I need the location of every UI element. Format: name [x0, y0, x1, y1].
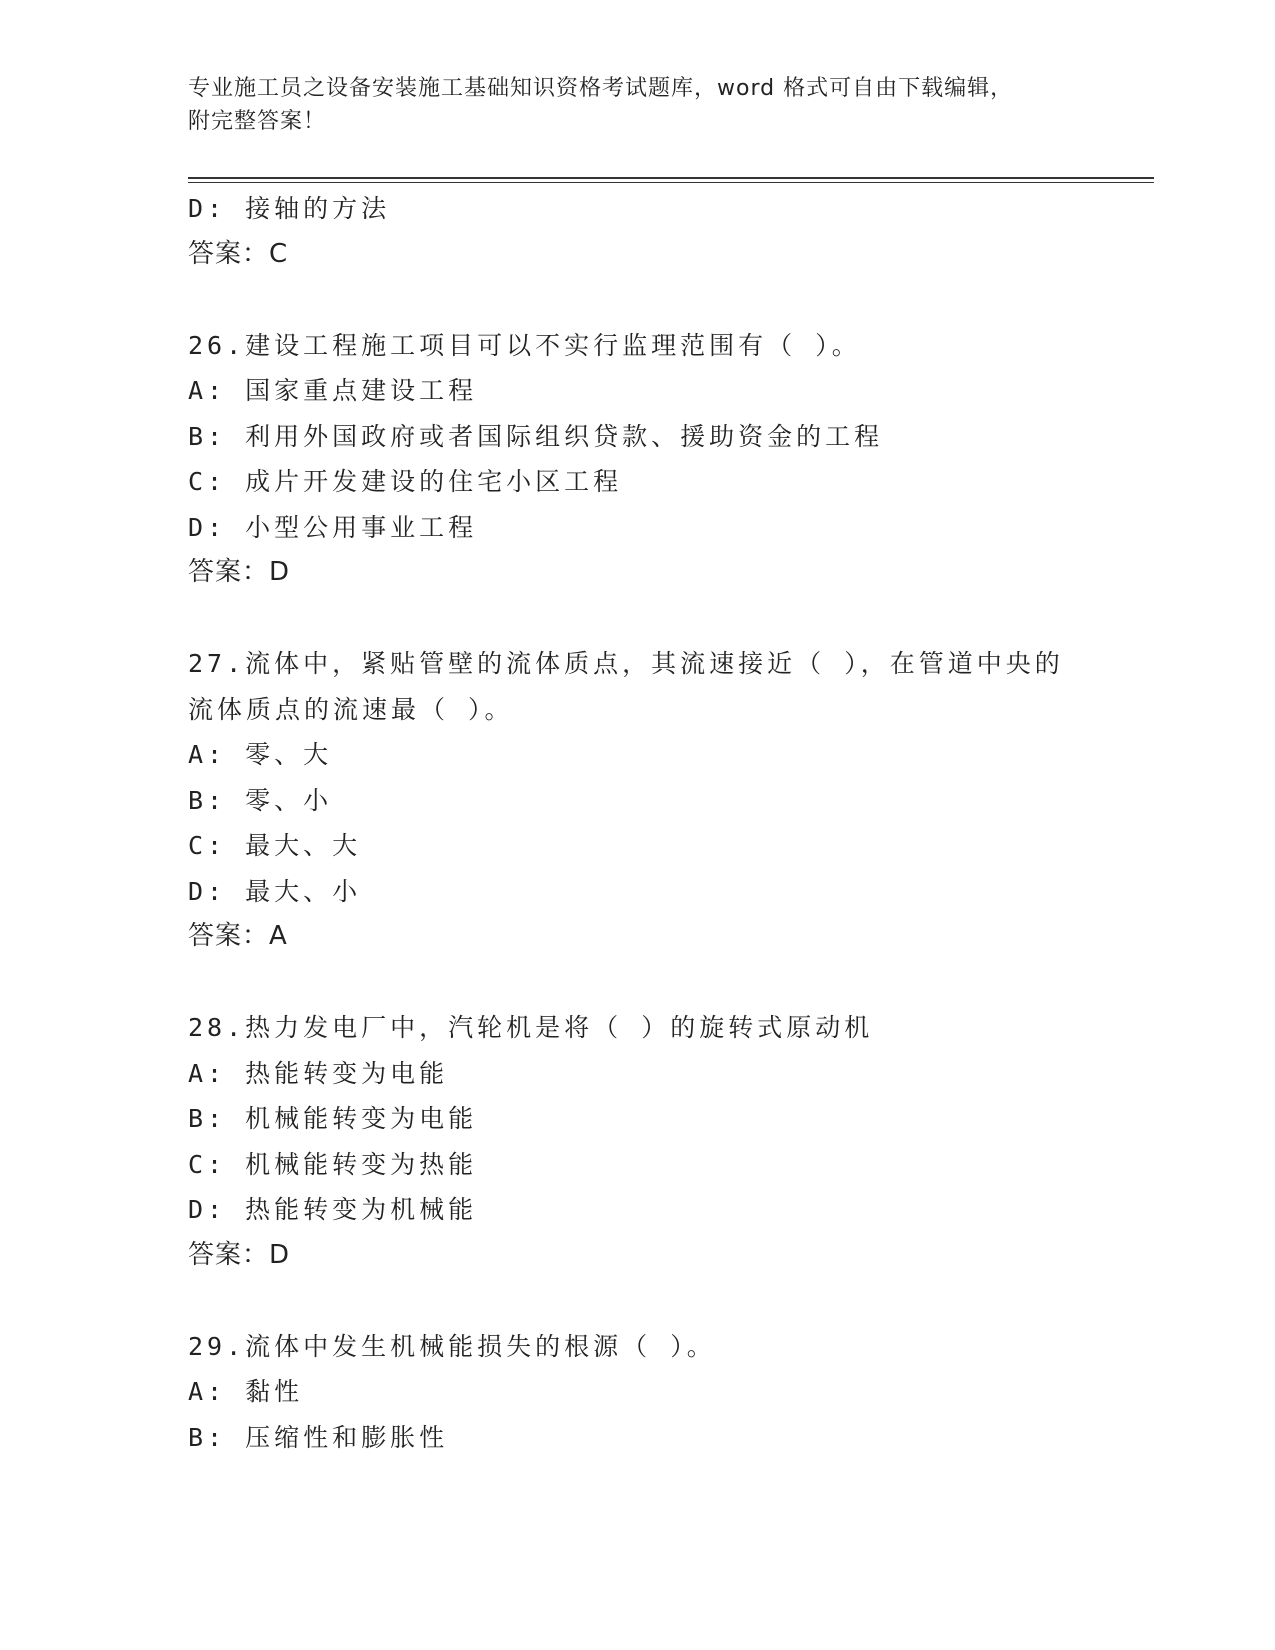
page-header	[188, 72, 1088, 138]
option-c: C: 最大、大	[188, 831, 362, 860]
header-line-1: 专业施工员之设备安装施工基础知识资格考试题库，word 格式可自由下载编辑，	[188, 76, 1014, 101]
question-stem: 26.建设工程施工项目可以不实行监理范围有（ ）。	[188, 330, 861, 360]
option-b: B: 压缩性和膨胀性	[188, 1422, 449, 1452]
question-stem: 29.流体中发生机械能损失的根源（ ）。	[188, 1331, 716, 1361]
option-d: D: 小型公用事业工程	[188, 512, 478, 542]
answer: 答案：A	[188, 921, 288, 951]
spacer	[188, 596, 1128, 642]
option-a: A: 黏性	[188, 1377, 304, 1406]
option-d: D: 最大、小	[188, 876, 362, 906]
option-b: B: 零、小	[188, 785, 333, 815]
option-b: B: 利用外国政府或者国际组织贷款、援助资金的工程	[188, 421, 884, 451]
answer: 答案：D	[188, 1239, 291, 1270]
option-c: C: 成片开发建设的住宅小区工程	[188, 467, 623, 496]
option-c: C: 机械能转变为热能	[188, 1149, 478, 1179]
option-d: D: 热能转变为机械能	[188, 1195, 478, 1224]
header-line-2: 附完整答案！	[188, 109, 327, 134]
spacer	[188, 277, 1128, 323]
option-d: D: 接轴的方法	[188, 194, 391, 223]
spacer	[188, 960, 1128, 1006]
question-stem: 28.热力发电厂中，汽轮机是将（ ）的旋转式原动机	[188, 1013, 874, 1042]
option-a: A: 零、大	[188, 740, 333, 769]
header-divider-thick	[188, 177, 1154, 179]
option-a: A: 国家重点建设工程	[188, 376, 478, 405]
option-b: B: 机械能转变为电能	[188, 1104, 478, 1133]
question-content	[188, 186, 1128, 1460]
question-stem-continued: 流体质点的流速最（ ）。	[188, 694, 514, 724]
answer: 答案：C	[188, 238, 289, 269]
header-divider-thin	[188, 182, 1154, 183]
answer: 答案：D	[188, 557, 291, 587]
question-stem: 27.流体中，紧贴管壁的流体质点，其流速接近（ ），在管道中央的	[188, 649, 1064, 678]
option-a: A: 热能转变为电能	[188, 1058, 449, 1088]
spacer	[188, 1278, 1128, 1324]
